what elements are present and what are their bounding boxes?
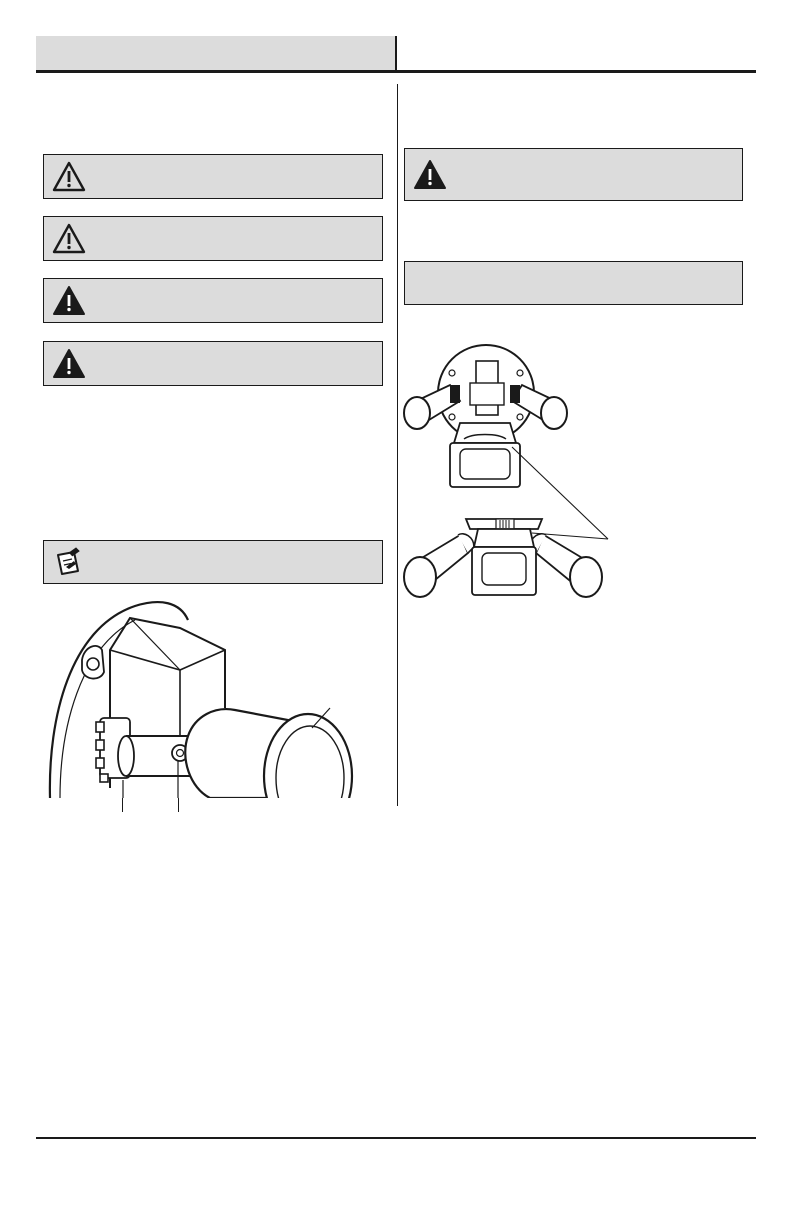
header-rule	[36, 70, 756, 73]
warning-callout-1	[43, 278, 383, 323]
leader-line-lock-ring	[122, 798, 123, 812]
note-pencil-icon	[52, 547, 86, 579]
lamp-side-illustration	[40, 598, 380, 798]
note-callout	[43, 540, 383, 584]
caution-callout-2	[43, 216, 383, 261]
header-bar-left	[36, 36, 395, 70]
warning-callout-2	[43, 341, 383, 386]
leader-line-set-screw	[178, 798, 179, 812]
caution-outline-icon	[52, 223, 86, 255]
caution-callout-1	[43, 154, 383, 199]
caution-outline-icon	[52, 161, 86, 193]
warning-filled-icon	[52, 348, 86, 380]
warning-filled-icon	[52, 285, 86, 317]
footer-rule	[36, 1137, 756, 1139]
header-divider	[395, 36, 397, 72]
column-divider	[397, 84, 398, 806]
fixture-views-illustration	[402, 343, 616, 601]
info-box-right	[404, 261, 743, 305]
warning-callout-right	[404, 148, 743, 201]
warning-filled-icon	[413, 159, 447, 191]
